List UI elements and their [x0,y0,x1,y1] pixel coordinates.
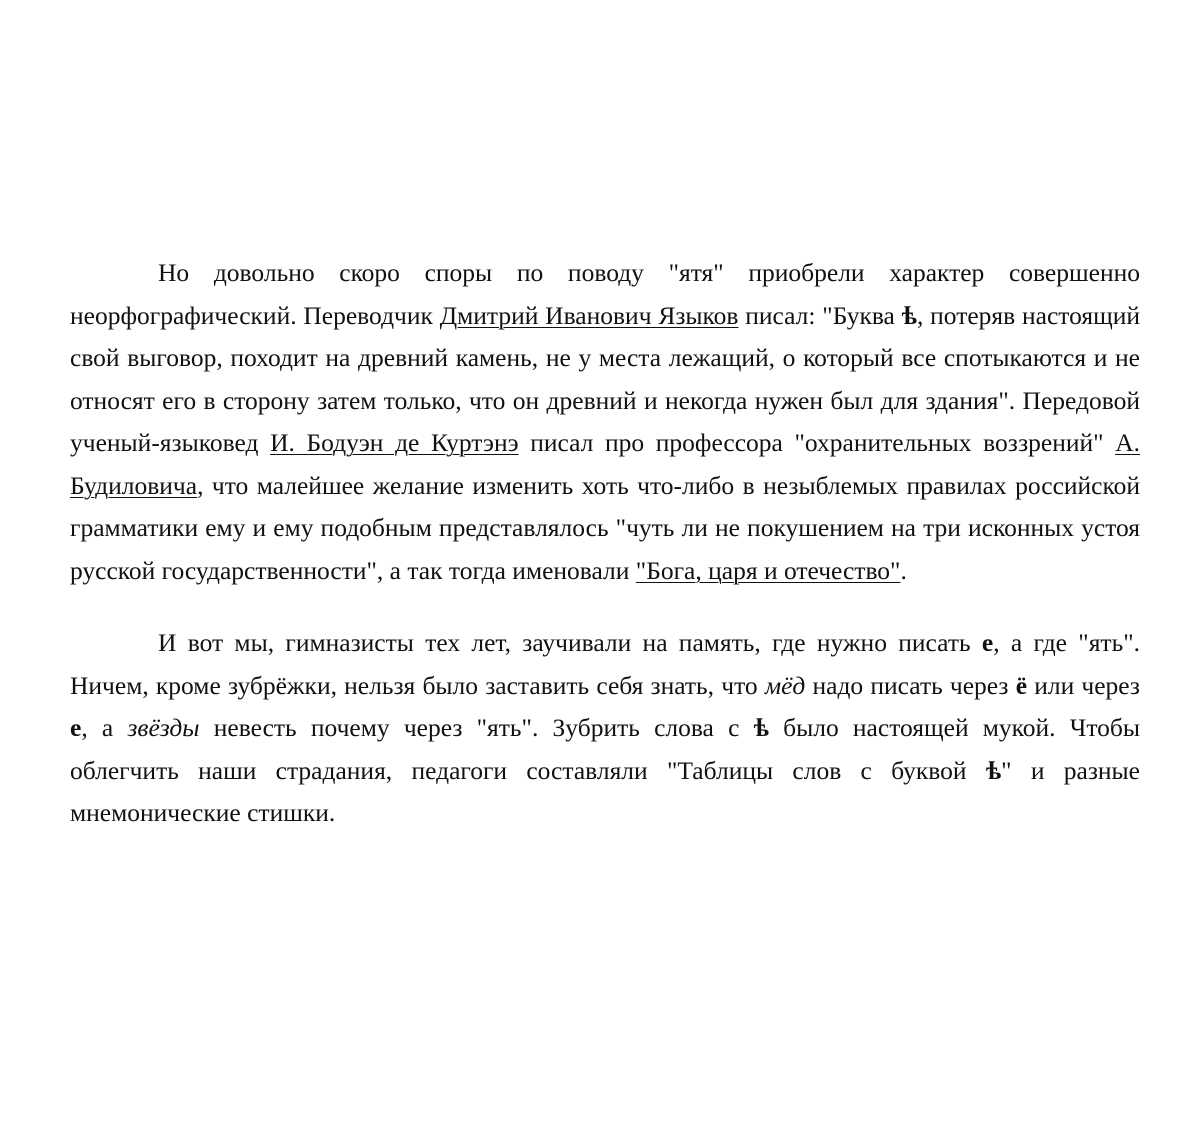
text-segment: , а [81,713,128,742]
text-segment: И вот мы, гимназисты тех лет, заучивали на память, где нужно писать [158,628,982,657]
text-segment: писал про профессора "охранительных воззрений" [518,428,1116,457]
text-segment: , потеряв настоящий свой выговор, походит на древний камень, не у места лежащий, о который все спотыкаются и не относят его в сторону затем только, что он древний и некогда нужен был для здания". Передовой ученый-языковед [70,300,1141,457]
text-segment: Но довольно скоро споры по поводу "ятя" приобрели характер совершенно неорфографический. Переводчик [70,258,1140,330]
text-segment: , что малейшее желание изменить хоть что-либо в незыблемых правилах российской грамматики ему и ему подобным представлялось "чуть ли не покушением на три исконных устоя русской государственности", а так тогда именовали [70,470,1140,585]
bold-letter-yo: ё [1015,670,1028,700]
paragraph-1 [70,252,1140,592]
yat-letter: ѣ [901,300,917,330]
link-baudouin-de-courtenay[interactable]: И. Бодуэн де Куртэнэ [270,428,519,457]
bold-letter-e: е [70,713,82,742]
link-dmitry-yazykov[interactable]: Дмитрий Иванович Языков [439,300,739,330]
paragraph-2 [70,622,1140,835]
bold-letter-e: е [981,628,994,657]
italic-word-myod: мёд [764,670,806,700]
yat-letter: ѣ [753,713,769,742]
text-segment: было настоящей мукой. Чтобы облегчить наши страдания, педагоги составляли "Таблицы слов с буквой [70,713,1140,785]
link-god-tsar-fatherland[interactable]: "Бога, царя и отечество" [635,555,901,585]
text-segment: или через [1027,670,1140,700]
yat-letter: ѣ [985,755,1002,785]
text-segment: , а где "ять". Ничем, кроме зубрёжки, нельзя было заставить себя знать, что [70,628,1140,700]
text-segment: невесть почему через "ять". Зубрить слова с [199,713,754,742]
text-segment: надо писать через [805,670,1016,700]
text-segment: писал: "Буква [738,300,902,330]
text-segment: . [900,555,907,585]
italic-word-zvyozdy: звёзды [127,713,200,742]
document-page [70,252,1140,835]
link-budilovich[interactable]: А. Будиловича [70,428,1140,500]
text-segment: " и разные мнемонические стишки. [70,755,1140,827]
